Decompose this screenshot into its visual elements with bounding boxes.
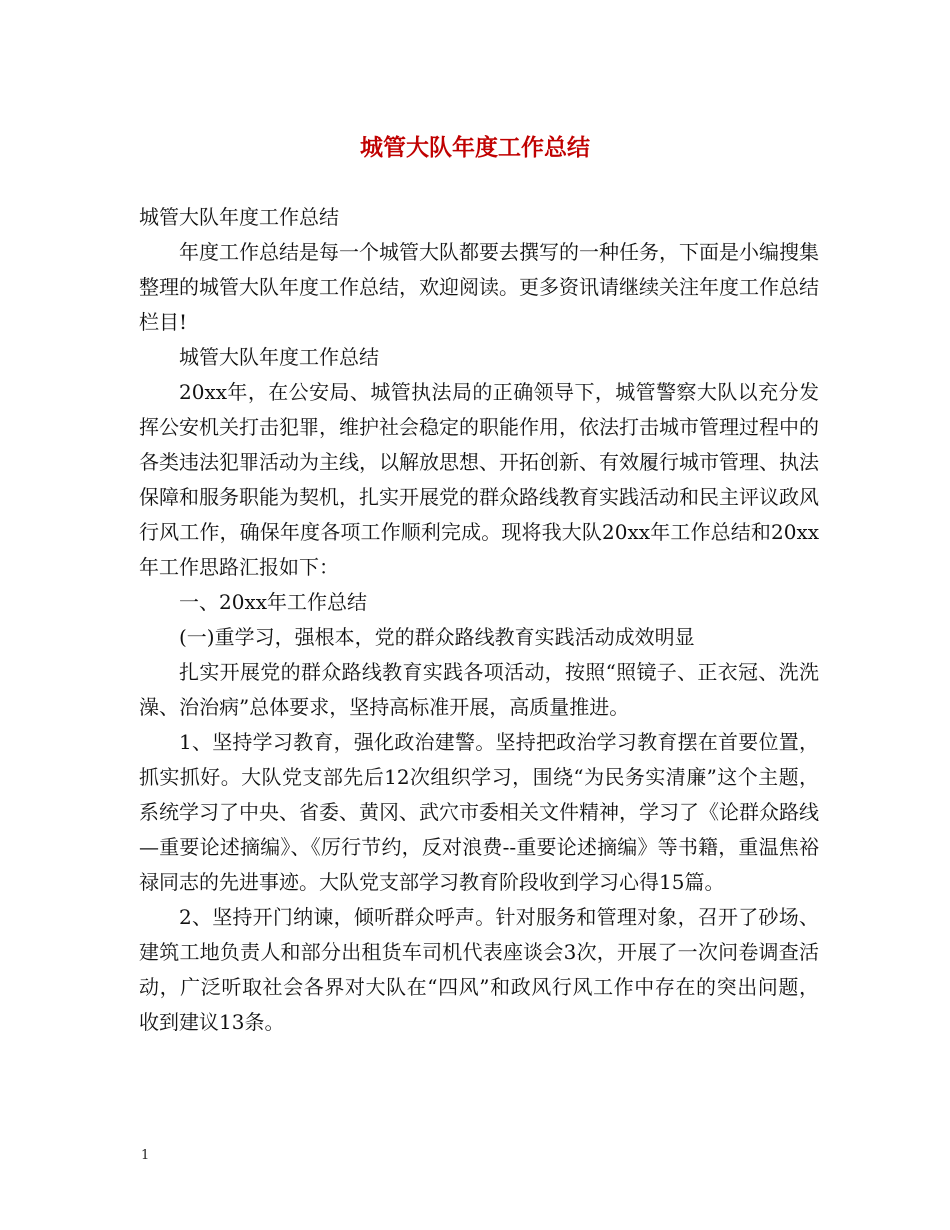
paragraph-subtitle: 城管大队年度工作总结 bbox=[139, 205, 339, 229]
section-heading-1: 一、20xx年工作总结 bbox=[179, 590, 368, 614]
paragraph-activities: 扎实开展党的群众路线教育实践各项活动，按照“照镜子、正衣冠、洗洗澡、治治病”总体要求，坚持高标准开展，高质量推进。 bbox=[139, 660, 819, 719]
paragraph-intro: 年度工作总结是每一个城管大队都要去撰写的一种任务，下面是小编搜集整理的城管大队年度工作总结，欢迎阅读。更多资讯请继续关注年度工作总结栏目! bbox=[139, 240, 819, 334]
paragraph-item-1: 1、坚持学习教育，强化政治建警。坚持把政治学习教育摆在首要位置，抓实抓好。大队党支部先后12次组织学习，围绕“为民务实清廉”这个主题，系统学习了中央、省委、黄冈、武穴市委相关文件精神，学习了《论群众路线—重要论述摘编》、《厉行节约，反对浪费--重要论述摘编》等书籍，重温焦裕禄同志的先进事迹。大队党支部学习教育阶段收到学习心得15篇。 bbox=[139, 730, 819, 894]
subsection-heading-1: (一)重学习，强根本，党的群众路线教育实践活动成效明显 bbox=[179, 625, 695, 649]
document-body bbox=[139, 200, 819, 1040]
document-title: 城管大队年度工作总结 bbox=[360, 135, 590, 161]
paragraph-heading: 城管大队年度工作总结 bbox=[179, 345, 379, 369]
paragraph-overview: 20xx年，在公安局、城管执法局的正确领导下，城管警察大队以充分发挥公安机关打击犯罪，维护社会稳定的职能作用，依法打击城市管理过程中的各类违法犯罪活动为主线，以解放思想、开拓创新、有效履行城市管理、执法保障和服务职能为契机，扎实开展党的群众路线教育实践活动和民主评议政风行风工作，确保年度各项工作顺利完成。现将我大队20xx年工作总结和20xx年工作思路汇报如下： bbox=[139, 380, 819, 579]
page-number: 1 bbox=[141, 1148, 150, 1163]
paragraph-item-2: 2、坚持开门纳谏，倾听群众呼声。针对服务和管理对象，召开了砂场、建筑工地负责人和部分出租货车司机代表座谈会3次，开展了一次问卷调查活动，广泛听取社会各界对大队在“四风”和政风行风工作中存在的突出问题，收到建议13条。 bbox=[139, 905, 819, 1034]
